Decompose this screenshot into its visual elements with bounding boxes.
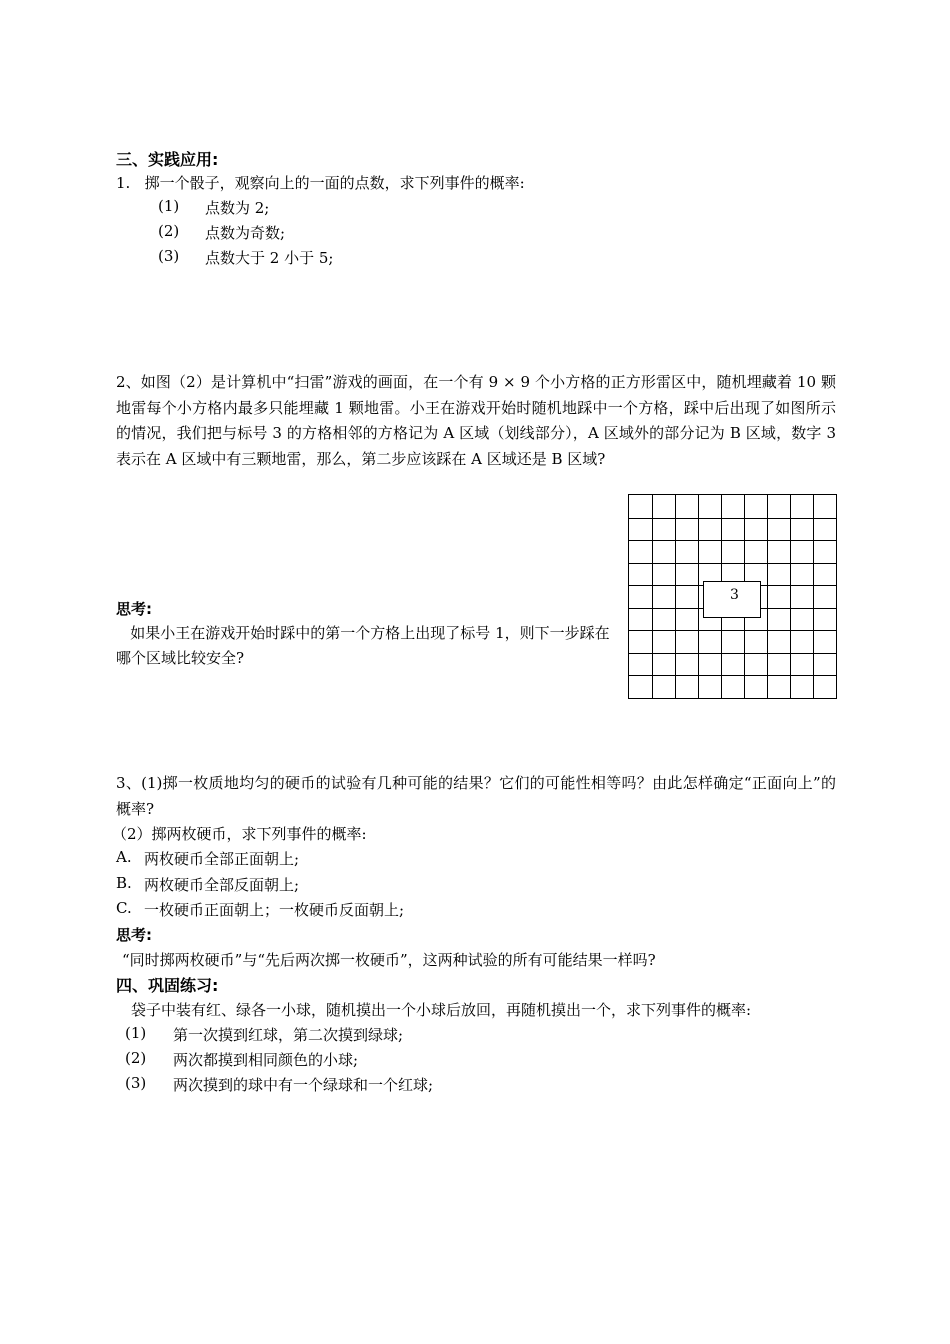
section-4-title: 四、巩固练习:: [116, 976, 219, 995]
grid-line-horizontal: [629, 675, 836, 676]
s4-item-1-num: (1): [125, 1024, 147, 1042]
grid-line-horizontal: [629, 653, 836, 654]
grid-line-horizontal: [629, 518, 836, 519]
grid-line-horizontal: [629, 630, 836, 631]
grid-line-vertical: [813, 495, 814, 698]
q3-option-b-label: B.: [116, 874, 132, 892]
q1-stem: 1. 掷一个骰子，观察向上的一面的点数，求下列事件的概率:: [116, 174, 525, 192]
area-a-box: [703, 581, 761, 618]
s4-item-1-text: 第一次摸到红球，第二次摸到绿球;: [173, 1026, 404, 1044]
grid-line-vertical: [675, 495, 676, 698]
q3-option-c-text: 一枚硬币正面朝上；一枚硬币反面朝上;: [144, 901, 405, 919]
minesweeper-grid: [628, 494, 837, 699]
q3-part1: 3、(1)掷一枚质地均匀的硬币的试验有几种可能的结果？它们的可能性相等吗？由此怎样确定“正面向上”的概率?: [116, 774, 836, 818]
q1-item-3-num: (3): [158, 247, 180, 265]
q1-item-3-text: 点数大于 2 小于 5;: [205, 249, 334, 267]
s4-item-2-text: 两次都摸到相同颜色的小球;: [173, 1051, 359, 1069]
q1-item-2-text: 点数为奇数;: [205, 224, 286, 242]
q1-item-2-num: (2): [158, 222, 180, 240]
grid-number-3: 3: [730, 587, 739, 603]
q3-option-b-text: 两枚硬币全部反面朝上;: [144, 876, 300, 894]
q1-item-1-text: 点数为 2;: [205, 199, 270, 217]
q3-option-a-text: 两枚硬币全部正面朝上;: [144, 850, 300, 868]
s4-item-3-text: 两次摸到的球中有一个绿球和一个红球;: [173, 1076, 434, 1094]
q3-part2: （2）掷两枚硬币，求下列事件的概率:: [112, 825, 367, 843]
section-4-stem: 袋子中装有红、绿各一小球，随机摸出一个小球后放回，再随机摸出一个，求下列事件的概率:: [131, 1001, 752, 1019]
s4-item-3-num: (3): [125, 1074, 147, 1092]
q3-option-c-label: C.: [116, 899, 132, 917]
s4-item-2-num: (2): [125, 1049, 147, 1067]
grid-line-vertical: [652, 495, 653, 698]
q2-think-label: 思考:: [116, 600, 152, 618]
grid-line-vertical: [767, 495, 768, 698]
q3-option-a-label: A.: [116, 848, 132, 866]
q2-think-text: 如果小王在游戏开始时踩中的第一个方格上出现了标号 1，则下一步踩在哪个区域比较安全?: [116, 624, 610, 667]
grid-line-vertical: [698, 495, 699, 698]
grid-line-vertical: [790, 495, 791, 698]
q1-item-1-num: (1): [158, 197, 180, 215]
grid-line-horizontal: [629, 563, 836, 564]
q2-text: 2、如图（2）是计算机中“扫雷”游戏的画面，在一个有 9 × 9 个小方格的正方形雷区中，随机埋藏着 10 颗地雷每个小方格内最多只能埋藏 1 颗地雷。小王在游戏开始时随机地踩中一个方格，踩中后出现了如图所示的情况，我们把与标号 3 的方格相邻的方格记为 A 区域（划线部分），A 区域外的部分记为 B 区域，数字 3 表示在 A 区域中有三颗地雷，那么，第二步应该踩在 A 区域还是 B 区域?: [116, 373, 836, 468]
q3-think-text: “同时掷两枚硬币”与“先后两次掷一枚硬币”，这两种试验的所有可能结果一样吗?: [122, 951, 656, 969]
grid-line-horizontal: [629, 540, 836, 541]
q3-think-label: 思考:: [116, 926, 152, 944]
section-3-title: 三、实践应用:: [116, 150, 219, 169]
